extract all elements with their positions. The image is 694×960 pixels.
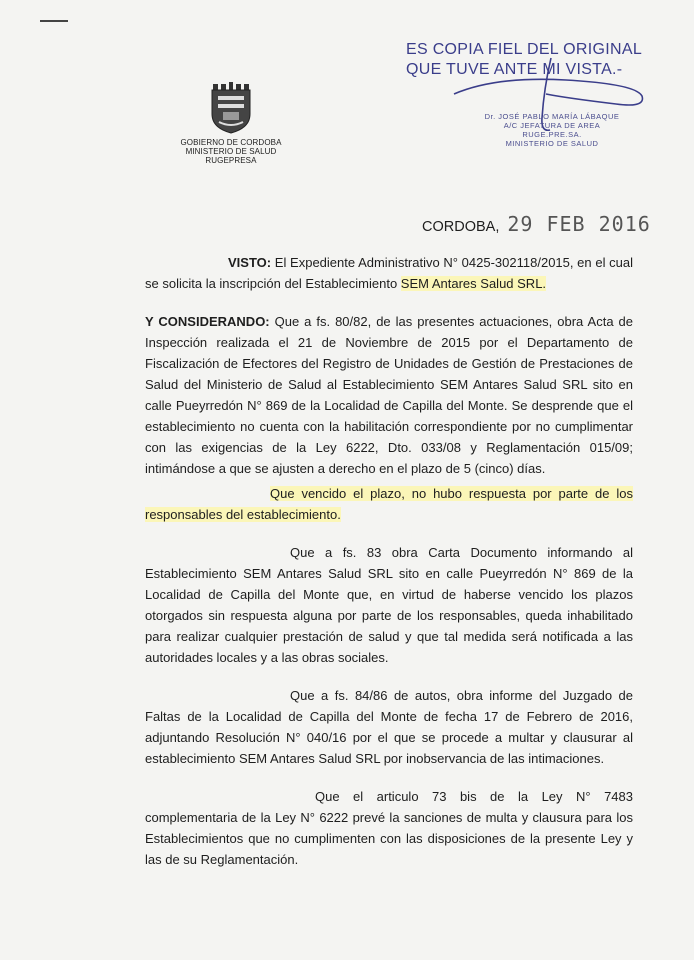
government-header [168, 82, 294, 165]
certification-stamp [406, 40, 646, 148]
signer-role-1: A/C JEFATURA DE AREA [503, 121, 601, 130]
stamp-signer [462, 112, 642, 148]
visto-label: VISTO: [228, 255, 272, 270]
visto-highlight: SEM Antares Salud SRL. [400, 276, 547, 291]
considerando-paragraph [145, 311, 633, 479]
carta-paragraph: Que a fs. 83 obra Carta Documento informando al Establecimiento SEM Antares Salud SRL sito en calle Pueyrredón N° 869 de la Localidad de Capilla del Monte que, en virtud de haberse vencido los plazos otorgados sin respuesta alguna por parte de los responsables, queda inhabilitado para realizar cualquier prestación de salud y que tal medida será notificada a las autoridades locales y a las obras sociales. [145, 545, 633, 665]
government-name: GOBIERNO DE CORDOBA [180, 138, 282, 147]
considerando-text: Que a fs. 80/82, de las presentes actuaciones, obra Acta de Inspección realizada el 21 de Noviembre de 2015 por el Departamento de Fiscalización de Efectores del Registro de Unidades de Gestión de Prestaciones de Salud del Ministerio de Salud al Establecimiento SEM Antares Salud SRL sito en calle Pueyrredón N° 869 de la Localidad de Capilla del Monte. Se desprende que el establecimiento no cuenta con la habilitación correspondiente por no cumplimentar con las exigencias de la Ley 6222, Dto. 033/08 y Reglamentación 015/09; intimándose a que se ajusten a derecho en el plazo de 5 (cinco) días. [145, 314, 633, 476]
articulo-paragraph: Que el articulo 73 bis de la Ley N° 7483 complementaria de la Ley N° 6222 prevé la sanciones de multa y clausura para los Establecimientos que no cumplimenten con las disposiciones de la presente Ley y las de su Reglamentación. [145, 789, 633, 867]
ministry-name: MINISTERIO DE SALUD [185, 147, 277, 156]
stamp-line-1: ES COPIA FIEL DEL ORIGINAL [406, 41, 643, 58]
visto-paragraph [145, 252, 633, 294]
date-stamp: 29 FEB 2016 [507, 212, 651, 236]
vencido-paragraph [145, 483, 633, 525]
signer-name: Dr. JOSÉ PABLO MARÍA LÁBAQUE [484, 112, 620, 121]
document-body [145, 252, 633, 870]
date-city: CORDOBA, [422, 219, 500, 235]
considerando-label: Y CONSIDERANDO: [145, 314, 270, 329]
department-name: RUGEPRESA [205, 156, 257, 165]
corner-mark [40, 20, 68, 22]
vencido-highlight: Que vencido el plazo, no hubo respuesta por parte de los responsables del establecimiento. [145, 486, 633, 522]
signer-role-2: RUGE.PRE.SA. [522, 130, 582, 139]
signer-role-3: MINISTERIO DE SALUD [505, 139, 599, 148]
juzgado-paragraph: Que a fs. 84/86 de autos, obra informe del Juzgado de Faltas de la Localidad de Capilla del Monte de fecha 17 de Febrero de 2016, adjuntando Resolución N° 040/16 por el que se procede a multar y clausurar al establecimiento SEM Antares Salud SRL por inobservancia de las intimaciones. [145, 688, 633, 766]
visto-text: El Expediente Administrativo N° 0425-302118/2015, en el cual se solicita la inscripción del Establecimiento [145, 255, 633, 291]
coat-of-arms-icon [209, 82, 253, 134]
date-line [422, 212, 651, 236]
stamp-line-2: QUE TUVE ANTE MI VISTA.- [406, 61, 623, 78]
